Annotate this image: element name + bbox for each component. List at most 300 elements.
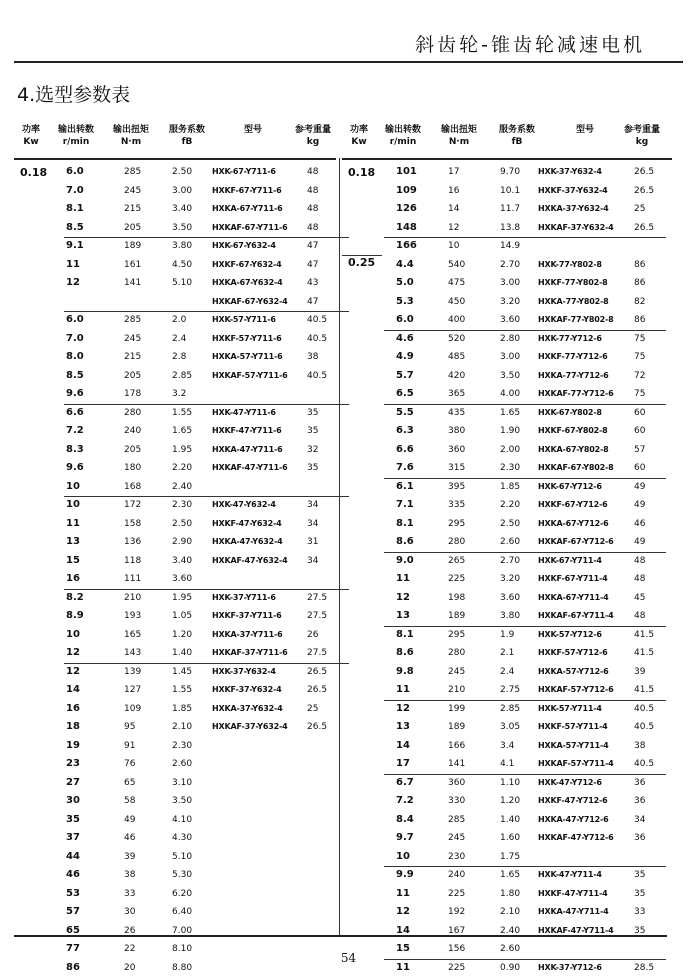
table-row xyxy=(14,515,336,534)
col-head-text: 型号 xyxy=(226,124,280,136)
torque-cell: 46 xyxy=(124,829,135,848)
torque-cell: 178 xyxy=(124,385,141,404)
table-row xyxy=(342,737,672,756)
table-row xyxy=(342,774,672,793)
torque-cell: 215 xyxy=(124,348,141,367)
speed-cell: 15 xyxy=(66,552,80,571)
model-cell: HXKA-57-Y711-6 xyxy=(212,348,282,367)
weight-cell: 72 xyxy=(634,367,645,386)
speed-cell: 11 xyxy=(396,570,410,589)
col-head-text: Kw xyxy=(16,136,46,148)
col-head-weight xyxy=(616,124,668,148)
table-row xyxy=(14,219,336,238)
torque-cell: 168 xyxy=(124,478,141,497)
model-cell: HXKA-57-Y711-4 xyxy=(538,737,608,756)
service-factor-cell: 2.50 xyxy=(172,163,192,182)
speed-cell: 12 xyxy=(396,903,410,922)
weight-cell: 45 xyxy=(634,589,645,608)
table-row xyxy=(14,441,336,460)
speed-cell: 6.7 xyxy=(396,774,414,793)
model-cell: HXK-67-Y712-6 xyxy=(538,478,602,497)
service-factor-cell: 3.4 xyxy=(500,737,514,756)
weight-cell: 39 xyxy=(634,663,645,682)
table-row xyxy=(14,404,336,423)
speed-cell: 11 xyxy=(396,885,410,904)
model-cell: HXKAF-67-Y712-6 xyxy=(538,533,613,552)
torque-cell: 475 xyxy=(448,274,465,293)
service-factor-cell: 3.40 xyxy=(172,552,192,571)
model-cell: HXKF-57-Y711-4 xyxy=(538,718,607,737)
weight-cell: 86 xyxy=(634,274,645,293)
speed-cell: 8.2 xyxy=(66,589,84,608)
torque-cell: 280 xyxy=(448,533,465,552)
weight-cell: 26 xyxy=(307,626,318,645)
model-cell: HXKA-67-Y711-6 xyxy=(212,200,282,219)
table-row xyxy=(342,200,672,219)
service-factor-cell: 2.70 xyxy=(500,552,520,571)
service-factor-cell: 2.20 xyxy=(172,459,192,478)
speed-cell: 9.1 xyxy=(66,237,84,256)
model-cell: HXKAF-37-Y632-4 xyxy=(212,718,287,737)
torque-cell: 156 xyxy=(448,940,465,959)
model-cell: HXKF-37-Y632-4 xyxy=(538,182,607,201)
speed-cell: 126 xyxy=(396,200,417,219)
table-row xyxy=(14,922,336,941)
col-head-service xyxy=(162,124,212,148)
speed-cell: 6.6 xyxy=(66,404,84,423)
torque-cell: 127 xyxy=(124,681,141,700)
weight-cell: 31 xyxy=(307,533,318,552)
model-cell: HXK-67-Y711-6 xyxy=(212,163,276,182)
torque-cell: 58 xyxy=(124,792,135,811)
torque-cell: 14 xyxy=(448,200,459,219)
speed-cell: 10 xyxy=(396,848,410,867)
service-factor-cell: 2.30 xyxy=(172,496,192,515)
speed-cell: 109 xyxy=(396,182,417,201)
col-head-torque xyxy=(434,124,484,148)
torque-cell: 39 xyxy=(124,848,135,867)
service-factor-cell: 1.85 xyxy=(500,478,520,497)
torque-cell: 189 xyxy=(124,237,141,256)
table-row xyxy=(342,755,672,774)
service-factor-cell: 4.30 xyxy=(172,829,192,848)
speed-cell: 8.6 xyxy=(396,644,414,663)
model-cell: HXK-37-Y712-6 xyxy=(538,959,602,977)
weight-cell: 41.5 xyxy=(634,626,654,645)
header-rule xyxy=(14,61,683,63)
table-row xyxy=(342,644,672,663)
service-factor-cell: 3.00 xyxy=(500,348,520,367)
weight-cell: 35 xyxy=(307,404,318,423)
col-head-text: 服务系数 xyxy=(162,124,212,136)
speed-cell: 8.5 xyxy=(66,219,84,238)
service-factor-cell: 2.4 xyxy=(172,330,186,349)
torque-cell: 400 xyxy=(448,311,465,330)
model-cell: HXK-57-Y711-6 xyxy=(212,311,276,330)
model-cell: HXKAF-67-Y802-8 xyxy=(538,459,613,478)
torque-cell: 285 xyxy=(124,311,141,330)
table-row xyxy=(14,385,336,404)
service-factor-cell: 3.50 xyxy=(172,792,192,811)
torque-cell: 76 xyxy=(124,755,135,774)
table-row xyxy=(342,404,672,423)
torque-cell: 38 xyxy=(124,866,135,885)
torque-cell: 91 xyxy=(124,737,135,756)
speed-cell: 5.0 xyxy=(396,274,414,293)
torque-cell: 139 xyxy=(124,663,141,682)
table-row xyxy=(342,663,672,682)
speed-cell: 8.1 xyxy=(66,200,84,219)
speed-cell: 53 xyxy=(66,885,80,904)
service-factor-cell: 2.60 xyxy=(500,533,520,552)
table-row xyxy=(14,237,336,256)
col-head-text: Kw xyxy=(344,136,374,148)
torque-cell: 192 xyxy=(448,903,465,922)
table-row xyxy=(342,570,672,589)
model-cell: HXK-77-Y712-6 xyxy=(538,330,602,349)
torque-cell: 245 xyxy=(124,182,141,201)
speed-cell: 6.1 xyxy=(396,478,414,497)
col-head-text: 输出扭矩 xyxy=(434,124,484,136)
model-cell: HXKAF-57-Y711-4 xyxy=(538,755,613,774)
torque-cell: 245 xyxy=(448,663,465,682)
weight-cell: 33 xyxy=(634,903,645,922)
torque-cell: 210 xyxy=(448,681,465,700)
service-factor-cell: 3.50 xyxy=(500,367,520,386)
speed-cell: 13 xyxy=(396,718,410,737)
service-factor-cell: 2.50 xyxy=(500,515,520,534)
col-head-text: 参考重量 xyxy=(616,124,668,136)
service-factor-cell: 1.10 xyxy=(500,774,520,793)
service-factor-cell: 2.80 xyxy=(500,330,520,349)
weight-cell: 26.5 xyxy=(307,663,327,682)
speed-cell: 46 xyxy=(66,866,80,885)
col-head-text: r/min xyxy=(378,136,428,148)
service-factor-cell: 3.20 xyxy=(500,570,520,589)
weight-cell: 35 xyxy=(634,885,645,904)
service-factor-cell: 3.00 xyxy=(500,274,520,293)
model-cell: HXKF-67-Y802-8 xyxy=(538,422,607,441)
col-head-speed xyxy=(52,124,100,148)
torque-cell: 360 xyxy=(448,441,465,460)
table-row xyxy=(342,903,672,922)
model-cell: HXK-37-Y711-6 xyxy=(212,589,276,608)
service-factor-cell: 1.65 xyxy=(500,404,520,423)
speed-cell: 13 xyxy=(396,607,410,626)
table-row xyxy=(342,311,672,330)
table-row xyxy=(342,422,672,441)
table-row xyxy=(342,367,672,386)
weight-cell: 43 xyxy=(307,274,318,293)
service-factor-cell: 4.10 xyxy=(172,811,192,830)
service-factor-cell: 1.9 xyxy=(500,626,514,645)
torque-cell: 10 xyxy=(448,237,459,256)
model-cell: HXKF-77-Y802-8 xyxy=(538,274,607,293)
speed-cell: 15 xyxy=(396,940,410,959)
speed-cell: 14 xyxy=(396,922,410,941)
table-row xyxy=(342,274,672,293)
model-cell: HXKAF-67-Y632-4 xyxy=(212,293,287,312)
torque-cell: 295 xyxy=(448,626,465,645)
model-cell: HXKAF-67-Y711-4 xyxy=(538,607,613,626)
table-row xyxy=(342,829,672,848)
weight-cell: 38 xyxy=(307,348,318,367)
table-row xyxy=(14,774,336,793)
model-cell: HXKAF-47-Y711-6 xyxy=(212,459,287,478)
torque-cell: 165 xyxy=(124,626,141,645)
table-row xyxy=(14,478,336,497)
service-factor-cell: 2.30 xyxy=(500,459,520,478)
weight-cell: 40.5 xyxy=(634,700,654,719)
speed-cell: 27 xyxy=(66,774,80,793)
torque-cell: 189 xyxy=(448,718,465,737)
speed-cell: 9.6 xyxy=(66,459,84,478)
weight-cell: 75 xyxy=(634,348,645,367)
torque-cell: 280 xyxy=(448,644,465,663)
table-row xyxy=(342,163,672,182)
speed-cell: 30 xyxy=(66,792,80,811)
weight-cell: 28.5 xyxy=(634,959,654,977)
speed-cell: 12 xyxy=(66,274,80,293)
table-row xyxy=(342,330,672,349)
model-cell: HXKAF-57-Y712-6 xyxy=(538,681,613,700)
speed-cell: 5.3 xyxy=(396,293,414,312)
table-row xyxy=(342,718,672,737)
speed-cell: 8.1 xyxy=(396,626,414,645)
torque-cell: 365 xyxy=(448,385,465,404)
weight-cell: 86 xyxy=(634,311,645,330)
torque-cell: 245 xyxy=(448,829,465,848)
weight-cell: 40.5 xyxy=(634,755,654,774)
speed-cell: 10 xyxy=(66,496,80,515)
torque-cell: 330 xyxy=(448,792,465,811)
weight-cell: 49 xyxy=(634,478,645,497)
speed-cell: 11 xyxy=(66,515,80,534)
table-row xyxy=(14,903,336,922)
speed-cell: 101 xyxy=(396,163,417,182)
table-row xyxy=(14,163,336,182)
table-row xyxy=(342,293,672,312)
speed-cell: 4.9 xyxy=(396,348,414,367)
table-row xyxy=(14,496,336,515)
torque-cell: 136 xyxy=(124,533,141,552)
page-number: 54 xyxy=(0,951,697,965)
left-power-label: 0.18 xyxy=(20,166,47,179)
weight-cell: 36 xyxy=(634,829,645,848)
table-row xyxy=(342,219,672,238)
weight-cell: 46 xyxy=(634,515,645,534)
speed-cell: 12 xyxy=(396,589,410,608)
model-cell: HXK-37-Y632-4 xyxy=(538,163,602,182)
col-head-text: 服务系数 xyxy=(490,124,544,136)
service-factor-cell: 2.4 xyxy=(500,663,514,682)
weight-cell: 60 xyxy=(634,422,645,441)
model-cell: HXKA-67-Y802-8 xyxy=(538,441,608,460)
weight-cell: 35 xyxy=(307,459,318,478)
table-row xyxy=(342,811,672,830)
speed-cell: 8.1 xyxy=(396,515,414,534)
model-cell: HXKA-37-Y711-6 xyxy=(212,626,282,645)
right-head-rule xyxy=(342,158,672,160)
model-cell: HXKA-37-Y632-4 xyxy=(212,700,282,719)
weight-cell: 34 xyxy=(307,496,318,515)
service-factor-cell: 4.00 xyxy=(500,385,520,404)
service-factor-cell: 2.85 xyxy=(172,367,192,386)
col-head-model xyxy=(226,124,280,136)
service-factor-cell: 2.50 xyxy=(172,515,192,534)
table-row xyxy=(342,348,672,367)
model-cell: HXK-47-Y632-4 xyxy=(212,496,276,515)
table-row xyxy=(342,848,672,867)
table-row xyxy=(14,200,336,219)
weight-cell: 86 xyxy=(634,256,645,275)
torque-cell: 205 xyxy=(124,367,141,386)
model-cell: HXKAF-47-Y632-4 xyxy=(212,552,287,571)
service-factor-cell: 1.55 xyxy=(172,404,192,423)
speed-cell: 8.9 xyxy=(66,607,84,626)
speed-cell: 8.5 xyxy=(66,367,84,386)
service-factor-cell: 1.20 xyxy=(172,626,192,645)
speed-cell: 86 xyxy=(66,959,80,977)
torque-cell: 198 xyxy=(448,589,465,608)
torque-cell: 161 xyxy=(124,256,141,275)
col-head-text: N·m xyxy=(106,136,156,148)
torque-cell: 215 xyxy=(124,200,141,219)
table-row xyxy=(14,367,336,386)
col-head-text: 参考重量 xyxy=(288,124,338,136)
torque-cell: 20 xyxy=(124,959,135,977)
col-head-text: kg xyxy=(288,136,338,148)
table-row xyxy=(14,570,336,589)
service-factor-cell: 1.65 xyxy=(500,866,520,885)
torque-cell: 225 xyxy=(448,885,465,904)
weight-cell: 41.5 xyxy=(634,644,654,663)
torque-cell: 118 xyxy=(124,552,141,571)
torque-cell: 420 xyxy=(448,367,465,386)
table-row xyxy=(342,533,672,552)
speed-cell: 18 xyxy=(66,718,80,737)
model-cell: HXK-47-Y712-6 xyxy=(538,774,602,793)
table-row xyxy=(342,792,672,811)
weight-cell: 48 xyxy=(307,182,318,201)
torque-cell: 280 xyxy=(124,404,141,423)
torque-cell: 240 xyxy=(448,866,465,885)
speed-cell: 6.6 xyxy=(396,441,414,460)
weight-cell: 35 xyxy=(634,922,645,941)
speed-cell: 65 xyxy=(66,922,80,941)
service-factor-cell: 3.80 xyxy=(172,237,192,256)
col-head-service xyxy=(490,124,544,148)
weight-cell: 34 xyxy=(307,552,318,571)
col-head-text: fB xyxy=(490,136,544,148)
weight-cell: 36 xyxy=(634,792,645,811)
model-cell: HXKA-37-Y632-4 xyxy=(538,200,608,219)
torque-cell: 65 xyxy=(124,774,135,793)
speed-cell: 5.5 xyxy=(396,404,414,423)
table-row xyxy=(342,626,672,645)
torque-cell: 141 xyxy=(124,274,141,293)
service-factor-cell: 1.95 xyxy=(172,441,192,460)
table-row xyxy=(14,293,336,312)
torque-cell: 295 xyxy=(448,515,465,534)
service-factor-cell: 2.1 xyxy=(500,644,514,663)
table-row xyxy=(342,496,672,515)
torque-cell: 435 xyxy=(448,404,465,423)
speed-cell: 16 xyxy=(66,700,80,719)
speed-cell: 11 xyxy=(66,256,80,275)
weight-cell: 48 xyxy=(307,200,318,219)
table-row xyxy=(14,459,336,478)
torque-cell: 193 xyxy=(124,607,141,626)
speed-cell: 9.8 xyxy=(396,663,414,682)
table-row xyxy=(14,274,336,293)
service-factor-cell: 2.40 xyxy=(172,478,192,497)
weight-cell: 26.5 xyxy=(307,718,327,737)
model-cell: HXK-37-Y632-4 xyxy=(212,663,276,682)
weight-cell: 26.5 xyxy=(634,182,654,201)
model-cell: HXKF-67-Y711-4 xyxy=(538,570,607,589)
table-row xyxy=(342,866,672,885)
speed-cell: 8.0 xyxy=(66,348,84,367)
torque-cell: 26 xyxy=(124,922,135,941)
model-cell: HXK-57-Y712-6 xyxy=(538,626,602,645)
service-factor-cell: 5.30 xyxy=(172,866,192,885)
model-cell: HXKAF-47-Y712-6 xyxy=(538,829,613,848)
table-row xyxy=(342,922,672,941)
table-row xyxy=(342,459,672,478)
weight-cell: 34 xyxy=(307,515,318,534)
table-row xyxy=(342,478,672,497)
weight-cell: 48 xyxy=(307,163,318,182)
speed-cell: 11 xyxy=(396,681,410,700)
torque-cell: 285 xyxy=(448,811,465,830)
torque-cell: 17 xyxy=(448,163,459,182)
model-cell: HXK-47-Y711-6 xyxy=(212,404,276,423)
service-factor-cell: 1.55 xyxy=(172,681,192,700)
service-factor-cell: 3.40 xyxy=(172,200,192,219)
model-cell: HXKA-77-Y802-8 xyxy=(538,293,608,312)
model-cell: HXKA-47-Y712-6 xyxy=(538,811,608,830)
speed-cell: 7.0 xyxy=(66,182,84,201)
speed-cell: 57 xyxy=(66,903,80,922)
speed-cell: 10 xyxy=(66,626,80,645)
torque-cell: 205 xyxy=(124,219,141,238)
col-head-torque xyxy=(106,124,156,148)
model-cell: HXKA-77-Y712-6 xyxy=(538,367,608,386)
table-row xyxy=(14,866,336,885)
torque-cell: 240 xyxy=(124,422,141,441)
service-factor-cell: 2.40 xyxy=(500,922,520,941)
torque-cell: 189 xyxy=(448,607,465,626)
speed-cell: 14 xyxy=(66,681,80,700)
weight-cell: 26.5 xyxy=(307,681,327,700)
service-factor-cell: 5.10 xyxy=(172,848,192,867)
service-factor-cell: 1.95 xyxy=(172,589,192,608)
weight-cell: 27.5 xyxy=(307,607,327,626)
speed-cell: 37 xyxy=(66,829,80,848)
service-factor-cell: 2.90 xyxy=(172,533,192,552)
service-factor-cell: 3.60 xyxy=(172,570,192,589)
speed-cell: 6.0 xyxy=(396,311,414,330)
speed-cell: 12 xyxy=(66,644,80,663)
weight-cell: 40.5 xyxy=(307,311,327,330)
speed-cell: 9.0 xyxy=(396,552,414,571)
model-cell: HXK-67-Y711-4 xyxy=(538,552,602,571)
model-cell: HXKF-67-Y711-6 xyxy=(212,182,281,201)
column-divider xyxy=(339,158,340,936)
service-factor-cell: 4.1 xyxy=(500,755,514,774)
torque-cell: 30 xyxy=(124,903,135,922)
